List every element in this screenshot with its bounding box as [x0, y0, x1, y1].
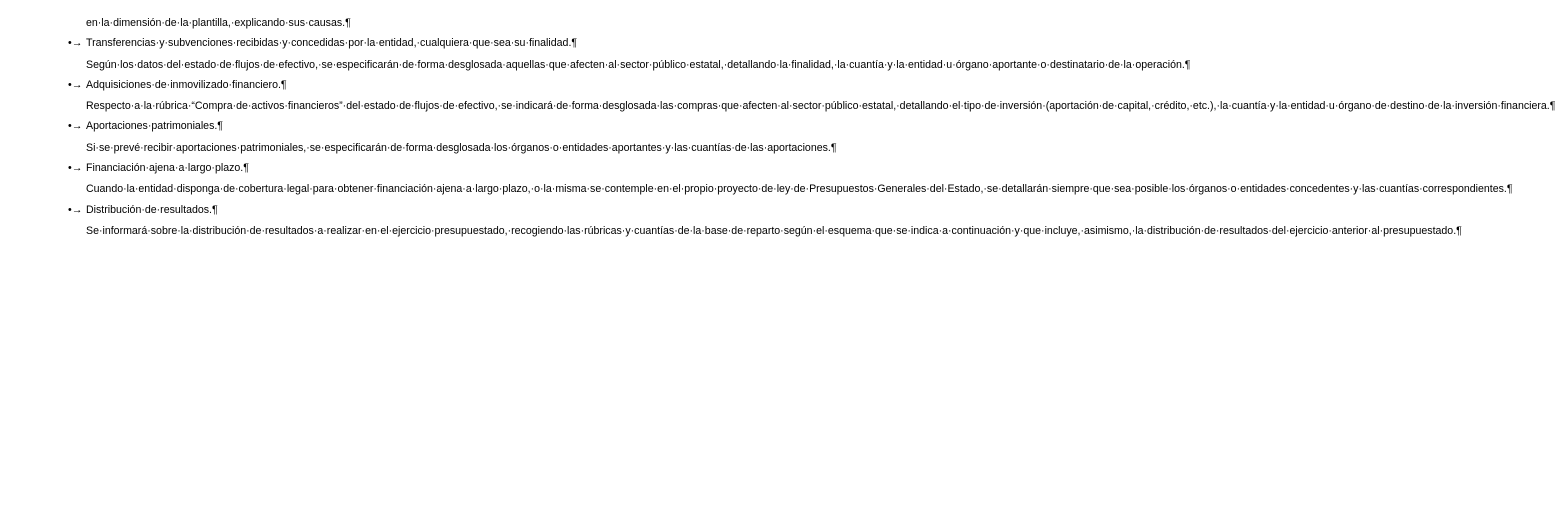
paragraph-transferencias-detail[interactable]: Según·los·datos·del·estado·de·flujos·de·efectivo,·se·especificarán·de·forma·desglosada·aquellas·que·afecten·al·sector·público·estatal,·detallando·la·finalidad,·la·cuantía·y·la·entidad·u·órgano·aportante·o·destinatario·de·la·operación.¶ [86, 58, 1191, 71]
bullet-marker: •→ [68, 37, 83, 50]
paragraph-adquisiciones-detail[interactable]: Respecto·a·la·rúbrica·“Compra·de·activos·financieros”·del·estado·de·flujos·de·efectivo,·se·indicará·de·forma·desglosada·las·compras·que·afecten·al·sector·público·estatal,·detallando·el·tipo·de·inversión·(aportación·de·capital,·crédito,·etc.),·la·cuantía·y·la·entidad·u·órgano·de·destino·de·la·inversión·financiera.¶ [86, 100, 1555, 113]
bullet-text: Adquisiciones·de·inmovilizado·financiero.¶ [86, 78, 287, 91]
bullet-item-adquisiciones[interactable] [68, 78, 494, 93]
paragraph-aportaciones-detail[interactable]: Si·se·prevé·recibir·aportaciones·patrimoniales,·se·especificarán·de·forma·desglosada·los·órganos·o·entidades·aportantes·y·las·cuantías·de·las·aportaciones.¶ [86, 141, 837, 154]
bullet-text: Transferencias·y·subvenciones·recibidas·y·concedidas·por·la·entidad,·cualquiera·que·sea·su·finalidad.¶ [86, 37, 578, 50]
bullet-marker: •→ [68, 78, 83, 91]
bullet-item-financiacion[interactable] [68, 161, 494, 176]
bullet-marker: •→ [68, 120, 83, 133]
bullet-item-aportaciones[interactable] [68, 119, 494, 134]
bullet-item-transferencias[interactable] [68, 36, 578, 51]
document-body[interactable] [68, 16, 1555, 239]
paragraph-continuation[interactable]: en·la·dimensión·de·la·plantilla,·explicando·sus·causas.¶ [86, 17, 351, 29]
bullet-text: Financiación·ajena·a·largo·plazo.¶ [86, 162, 249, 175]
bullet-marker: •→ [68, 203, 83, 216]
bullet-text: Distribución·de·resultados.¶ [86, 203, 218, 216]
bullet-text: Aportaciones·patrimoniales.¶ [86, 120, 223, 133]
bullet-item-distribucion[interactable] [68, 203, 494, 218]
paragraph-financiacion-detail[interactable]: Cuando·la·entidad·disponga·de·cobertura·legal·para·obtener·financiación·ajena·a·largo·plazo,·o·la·misma·se·contemple·en·el·propio·proyecto·de·ley·de·Presupuestos·Generales·del·Estado,·se·detallarán·siempre·que·sea·posible·los·órganos·o·entidades·concedentes·y·las·cuantías·correspondientes.¶ [86, 183, 1513, 196]
paragraph-distribucion-detail[interactable]: Se·informará·sobre·la·distribución·de·resultados·a·realizar·en·el·ejercicio·presupuestado,·recogiendo·las·rúbricas·y·cuantías·de·la·base·de·reparto·según·el·esquema·que·se·indica·a·continuación·y·que·incluye,·asimismo,·la·distribución·de·resultados·del·ejercicio·anterior·al·presupuestado.¶ [86, 224, 1462, 237]
bullet-marker: •→ [68, 162, 83, 175]
